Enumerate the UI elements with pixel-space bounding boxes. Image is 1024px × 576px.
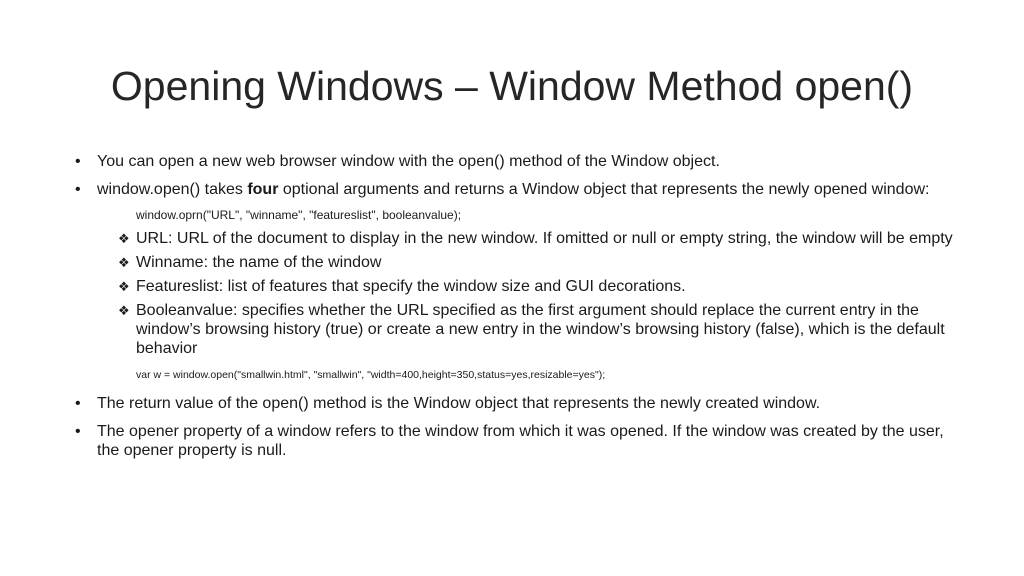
code-syntax: window.oprn("URL", "winname", "featureslist", booleanvalue); bbox=[136, 208, 462, 222]
sub-item-text: Booleanvalue: specifies whether the URL specified as the first argument should replace the current entry in the window’s browsing history (true) or create a new entry in the window’s browsing history (false), which is the default behavior bbox=[136, 302, 945, 357]
diamond-bullet-icon: ❖ bbox=[118, 279, 130, 294]
sub-item-text: URL: URL of the document to display in the new window. If omitted or null or empty string, the window will be empty bbox=[136, 230, 953, 247]
bullet-dot-icon: • bbox=[75, 181, 81, 198]
bullet-item bbox=[75, 394, 955, 413]
bullet-text: You can open a new web browser window with the open() method of the Window object. bbox=[97, 153, 720, 170]
diamond-bullet-icon: ❖ bbox=[118, 255, 130, 270]
sub-item-text: Winname: the name of the window bbox=[136, 254, 382, 271]
bullet-text-bold: four bbox=[247, 181, 279, 198]
slide-body bbox=[75, 152, 955, 469]
bullet-dot-icon: • bbox=[75, 423, 81, 440]
slide-title: Opening Windows – Window Method open() bbox=[110, 63, 914, 109]
sub-item bbox=[75, 301, 955, 358]
diamond-bullet-icon: ❖ bbox=[118, 231, 130, 246]
sub-item bbox=[75, 253, 955, 272]
code-example: var w = window.open("smallwin.html", "smallwin", "width=400,height=350,status=yes,resizable=yes"); bbox=[136, 369, 606, 381]
bullet-item bbox=[75, 152, 955, 171]
sub-item bbox=[75, 277, 955, 296]
bullet-text: The return value of the open() method is the Window object that represents the newly created window. bbox=[97, 395, 821, 412]
bullet-text-pre: window.open() takes bbox=[97, 181, 248, 198]
bullet-text: The opener property of a window refers to the window from which it was opened. If the window was created by the user, the opener property is null. bbox=[97, 423, 944, 459]
bullet-text-post: optional arguments and returns a Window object that represents the newly opened window: bbox=[278, 181, 930, 198]
sub-item bbox=[75, 229, 955, 248]
bullet-dot-icon: • bbox=[75, 153, 81, 170]
bullet-dot-icon: • bbox=[75, 395, 81, 412]
diamond-bullet-icon: ❖ bbox=[118, 303, 130, 318]
bullet-item bbox=[75, 180, 955, 199]
sub-item-text: Featureslist: list of features that specify the window size and GUI decorations. bbox=[136, 278, 686, 295]
bullet-item bbox=[75, 422, 955, 460]
